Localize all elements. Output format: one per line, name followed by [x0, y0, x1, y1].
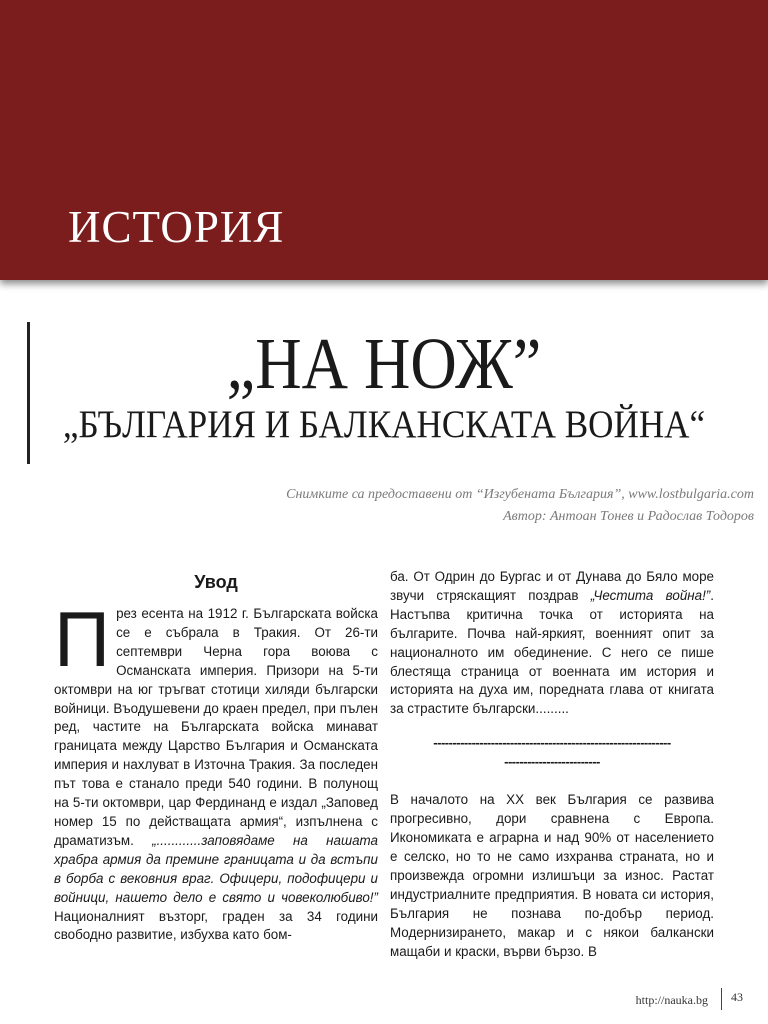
section-banner	[0, 0, 768, 280]
economy-paragraph: В началото на XX век България се развива прогресивно, дори сравнена с Европа. Икономиката е аграрна и над 90% от населението е селско, но то не само изхранва страната, но и произвежда огромни излишъци за износ. Растат индустриалните предприятия. В новата си история, България не познава по-добър период. Модернизирането, макар и с някои балкански мащаби и краски, върви бързо. В	[390, 792, 714, 959]
article-column-left	[54, 568, 378, 945]
intro-text: рез есента на 1912 г. Българската войска се е събрала в Тракия. От 26-ти септември Черна гора воюва с Османската империя. Призори на 5-ти октомври на юг тръгват стотици хиляди български войници. Въодушевени до краен предел, при пълен ред, частите на Българската войска минават границата между Царство България и Османската империя и нахлуват в Източна Тракия. За последен път това е станало преди 540 години. В полунощ на 5-ти октомври, цар Фердинанд е издал „Заповед номер 15 по действащата армия“, изпълнена с драматизъм.	[54, 606, 378, 848]
article-subtitle: „БЪЛГАРИЯ И БАЛКАНСКАТА ВОЙНА“	[62, 403, 706, 446]
intro-heading: Увод	[194, 572, 238, 592]
article-column-right	[390, 568, 714, 961]
page-number: 43	[731, 990, 743, 1004]
footer-divider	[721, 988, 722, 1010]
section-separator	[390, 733, 714, 771]
royal-decree-quote: „............заповядаме на нашата храбра армия да премине границата и да встъпи в борба с вековния враг. Офицери, подофицери и войници, нашето дело е свято и човеколюбиво!”	[54, 832, 378, 905]
footer-url-link[interactable]: http://nauka.bg	[635, 993, 708, 1007]
continuation-text-end: . Настъпва критична точка от историята на българите. Почва най-яркият, военният опит за националното им обединение. С него се пише блестяща страница от военната им история и историята на духа им, поредната глава от книгата за страстите български.........	[390, 587, 714, 717]
separator-line: --------------------------------------------------------------	[433, 735, 671, 751]
drop-cap: П	[54, 595, 111, 683]
photo-credit: Снимките са предоставени от “Изгубената България”, www.lostbulgaria.com	[286, 487, 754, 502]
article-title: „НА НОЖ”	[226, 323, 542, 404]
section-title: ИСТОРИЯ	[68, 202, 285, 252]
separator-line-short: -------------------------	[504, 754, 600, 770]
intro-paragraph	[54, 595, 378, 945]
war-greeting: „Честита война!”	[590, 587, 711, 603]
continuation-text: ба. От Одрин до Бургас и от Дунава до Бяло море звучи стряскащият поздрав	[390, 569, 714, 603]
title-side-rule	[27, 322, 30, 464]
author-credit: Автор: Антоан Тонев и Радослав Тодоров	[503, 509, 754, 524]
intro-text-end: Националният възторг, граден за 34 години свободно развитие, избухва като бом-	[54, 908, 378, 943]
continuation-paragraph	[390, 568, 714, 719]
